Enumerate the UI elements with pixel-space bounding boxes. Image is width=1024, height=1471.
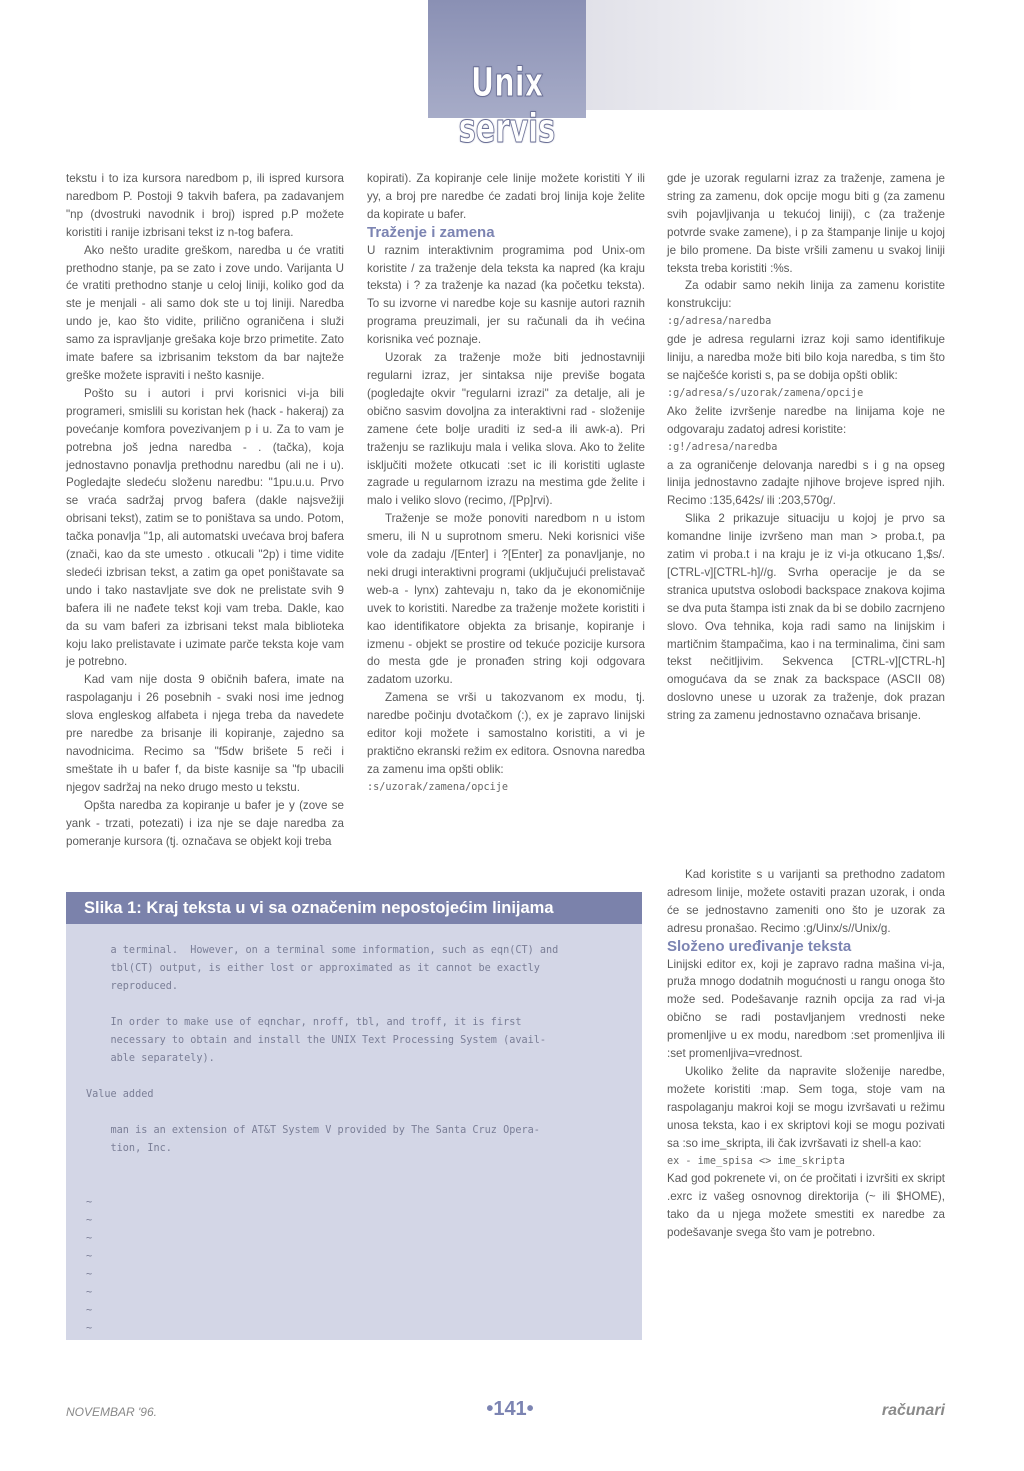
paragraph: Kad koristite s u varijanti sa prethodno zadatom adresom linije, možete ostaviti prazan uzorak, i onda će se jednostavno zameniti ono što je uzorak za adresu pronašao. Recimo :g/Uinx/s//Unix/g. xyxy=(667,868,945,935)
figure-1 xyxy=(66,892,642,1340)
column-3 xyxy=(667,170,945,725)
column-3-lower xyxy=(667,866,945,1242)
paragraph: Ako želite izvršenje naredbe na linijama koje ne odgovaraju zadatoj adresi koristite: xyxy=(667,404,945,436)
paragraph: Traženje se može ponoviti naredbom n u istom smeru, ili N u suprotnom smeru. Neki korisnici više vole da zadaju /[Enter] i ?[Enter] za ponavljanje, no neki drugi interaktivni programi (uključujući prelistavač web-a - lynx) zahtevaju n, tako da je ekonomičnije uvek to koristiti. Naredbe za traženje možete koristiti i kao identifikatore objekta za brisanje, kopiranje i izmenu - objekt se prostire od tekuće pozicije kursora do mesta gde je pronađen string koji odgovara zadatom uzorku. xyxy=(367,512,645,687)
paragraph: Ukoliko želite da napravite složenije naredbe, možete koristiti :map. Sem toga, stoje vam na raspolaganju makroi koji se mogu izvršavati u režimu unosa teksta, kao i ex skriptovi koji se mogu pozivati sa :so ime_skripta, ili čak izvršavati iz shell-a kao: xyxy=(667,1064,945,1150)
code-example: ex - ime_spisa <> ime_skripta xyxy=(667,1155,845,1167)
terminal-line: necessary to obtain and install the UNIX Text Processing System (avail- xyxy=(86,1035,547,1046)
paragraph: kopirati). Za kopiranje cele linije možete koristiti Y ili yy, a broj pre naredbe će zadati broj linija koje želite da kopirate u bafer. xyxy=(367,172,645,221)
paragraph: U raznim interaktivnim programima pod Unix-om koristite / za traženje dela teksta ka napred (ka kraju teksta) i ? za traženje ka nazad (ka početku teksta). To su izvorne vi naredbe koje su kasnije autori raznih programa preuzimali, jer su računali da ih većina korisnika već poznaje. xyxy=(367,243,645,347)
terminal-line: tion, Inc. xyxy=(86,1143,172,1154)
terminal-line: ~ xyxy=(86,1233,93,1244)
terminal-line: man is an extension of AT&T System V provided by The Santa Cruz Opera- xyxy=(86,1125,540,1136)
terminal-line: able separately). xyxy=(86,1053,215,1064)
paragraph: Kad vam nije dosta 9 običnih bafera, imate na raspolaganju i 26 posebnih - svaki nosi ime jednog slova engleskog alfabeta i njega treba da navedete pre naredbe za brisanje ili kopiranje, zajedno sa navodnicima. Recimo sa "f5dw brišete 5 reči i smeštate ih u bafer f, da biste kasnije sa "fp ubacili njegov sadržaj na neko drugo mesto u tekstu. xyxy=(66,673,344,794)
figure-caption: Slika 1: Kraj teksta u vi sa označenim nepostojećim linijama xyxy=(66,892,642,924)
terminal-line: a terminal. However, on a terminal some information, such as eqn(CT) and xyxy=(86,945,559,956)
paragraph: tekstu i to iza kursora naredbom p, ili ispred kursora naredbom P. Postoji 9 takvih bafera, pa zadavanjem "np (dvostruki navodnik i broj) ispred p.P možete koristiti i ranije izbrisani tekst iz n-tog bafera. xyxy=(66,172,344,239)
paragraph: Zamena se vrši u takozvanom ex modu, tj. naredbe počinju dvotačkom (:), ex je zapravo linijski editor koji možete i samostalno koristiti, a vi je praktično ekranski režim ex editora. Osnovna naredba za zamenu ima opšti oblik: xyxy=(367,691,645,776)
column-1 xyxy=(66,170,344,850)
terminal-line: ~ xyxy=(86,1287,93,1298)
terminal-line: ~ xyxy=(86,1197,93,1208)
column-2 xyxy=(367,170,645,797)
terminal-line: ~ xyxy=(86,1215,93,1226)
section-heading: Složeno uređivanje teksta xyxy=(667,937,852,955)
paragraph: Pošto su i autori i prvi korisnici vi-ja bili programeri, smislili su koristan hek (hack - hakeraj) za povećanje komfora povezivanjem p i u. Za to vam je potrebna još jedna naredba - . (tačka), koja jednostavno ponavlja prethodnu naredbu (ali ne i u). Pogledajte sledeću složenu naredbu: "1pu.u.u. Prvo se vraća sadržaj prvog bafera (dakle najsvežiji obrisani tekst), zatim se to poništava sa undo. Potom, tačka ponavlja "1p, ali automatski uvećava broj bafera (znači, kao da ste umesto . otkucali "2p) i time vidite sledeći izbrisan tekst, a zatim ga opet poništavate sa undo i tako nastavljate sve dok ne prelistate svih 9 bafera ili ne nađete tekst koji vam treba. Dakle, kao da su vam baferi za izbrisani tekst mala biblioteka koju lako prelistavate i uzimate parče teksta koje vam je potrebno. xyxy=(66,386,344,669)
header-gradient xyxy=(586,0,1024,110)
terminal-screen xyxy=(86,942,626,1338)
code-example: :g!/adresa/naredba xyxy=(667,441,778,453)
terminal-line: reproduced. xyxy=(86,981,179,992)
paragraph: gde je uzorak regularni izraz za traženje, zamena je string za zamenu, dok opcije mogu biti g (za zamenu svih pojavljivanja u tekućoj liniji), c (za traženje potvrde svake zamene), i p za štampanje linije u kojoj je bilo promene. Da biste vršili zamenu u svakoj liniji teksta treba koristiti :%s. xyxy=(667,172,945,275)
paragraph: Linijski editor ex, koji je zapravo radna mašina vi-ja, pruža mnogo dodatnih mogućnosti u rangu onoga što može sed. Podešavanje raznih opcija za rad vi-ja obično se radi postavljanjem vrednosti neke promenljive u ex modu, naredbom :set promenljiva ili :set promenljiva=vrednost. xyxy=(667,957,945,1061)
paragraph: gde je adresa regularni izraz koji samo identifikuje liniju, a naredba može biti bilo koja naredba, s tim što se najčešće koristi s, pa se dobija opšti oblik: xyxy=(667,333,945,382)
terminal-line: ~ xyxy=(86,1305,93,1316)
paragraph: a za ograničenje delovanja naredbi s i g na opseg linija jednostavno zadajte njihove brojeve ispred njih. Recimo :135,642s/ ili :203,570g/. xyxy=(667,458,945,508)
terminal-line xyxy=(86,996,626,1014)
page-number: •141• xyxy=(486,1398,534,1420)
paragraph: Slika 2 prikazuje situaciju u kojoj je prvo sa komandne linije izvršeno man man > proba.t, pa zatim vi proba.t i na kraju je iz vi-ja otkucano 1,$s/.[CTRL-v][CTRL-h]//g. Svrha operacije je da se stranica uputstva oslobodi backspace znakova kojima se dva puta štampa isti znak da bi se dobilo zacrnjeno slovo. Ova tehnika, koja radi samo na linijskim i martičnim štampačima, kao i na terminalima, čini sam tekst nečitljivim. Sekvenca [CTRL-v][CTRL-h] omogućava da se znak za backspace (ASCII 08) doslovno unese u uzorak za traženje, dok prazan string za zamenu jednostavno označava brisanje. xyxy=(667,512,945,723)
terminal-line: tbl(CT) output, is either lost or approximated as it cannot be exactly xyxy=(86,963,540,974)
terminal-line xyxy=(86,1176,626,1194)
terminal-line: ~ xyxy=(86,1251,93,1262)
terminal-line xyxy=(86,1068,626,1086)
code-example: :g/adresa/naredba xyxy=(667,316,772,328)
magazine-logo: računari xyxy=(881,1402,945,1419)
terminal-line: Value added xyxy=(86,1089,154,1100)
paragraph: Za odabir samo nekih linija za zamenu koristite konstrukciju: xyxy=(667,279,945,311)
terminal-line: ~ xyxy=(86,1323,93,1334)
paragraph: Uzorak za traženje može biti jednostavniji regularni izraz, jer sintaksa nije previše bogata (pogledajte okvir "regularni izrazi" za detalje, ali je obično sasvim dovoljna za interaktivni rad - složenije zamene ćete bolje uraditi iz sed-a ili awk-a). Pri traženju se razlikuju mala i velika slova. Ako to želite isključiti možete otkucati :set ic ili koristiti uglaste zagrade u regularnom izrazu na mestima gde želite i malo i veliko slovo (recimo, /[Pp]rvi). xyxy=(367,351,645,508)
code-example: :s/uzorak/zamena/opcije xyxy=(367,781,509,793)
terminal-line: ~ xyxy=(86,1269,93,1280)
paragraph: Kad god pokrenete vi, on će pročitati i izvršiti ex skript .exrc iz vašeg osnovnog direktorija (~ ili $HOME), tako da u njega možete smestiti ex naredbe za podešavanje svega što vam je potrebno. xyxy=(667,1172,945,1240)
paragraph: Opšta naredba za kopiranje u bafer je y (zove se yank - trzati, potezati) i iza nje se daje naredba za pomeranje kursora (tj. označava se objekt koji treba xyxy=(66,798,344,848)
section-heading: Traženje i zamena xyxy=(367,223,495,241)
terminal-line xyxy=(86,1104,626,1122)
paragraph: Ako nešto uradite greškom, naredba u će vratiti prethodno stanje, pa se zato i zove undo. Varijanta U će vratiti prethodno stanje u celoj liniji, koliko god da ste je menjali - ali samo dok ste u toj liniji. Naredba undo je, kao što vidite, prilično ograničena i služi samo za ispravljanje grešaka koje brzo primetite. Zato imate bafere sa izbrisanim tekstom da bar najteže greške možete ispraviti i nešto kasnije. xyxy=(66,243,344,382)
footer-date: NOVEMBAR '96. xyxy=(66,1405,157,1419)
code-example: :g/adresa/s/uzorak/zamena/opcije xyxy=(667,387,864,399)
page-section-title: Unix servis xyxy=(458,60,556,152)
terminal-line xyxy=(86,1158,626,1176)
terminal-line: In order to make use of eqnchar, nroff, tbl, and troff, it is first xyxy=(86,1017,522,1028)
